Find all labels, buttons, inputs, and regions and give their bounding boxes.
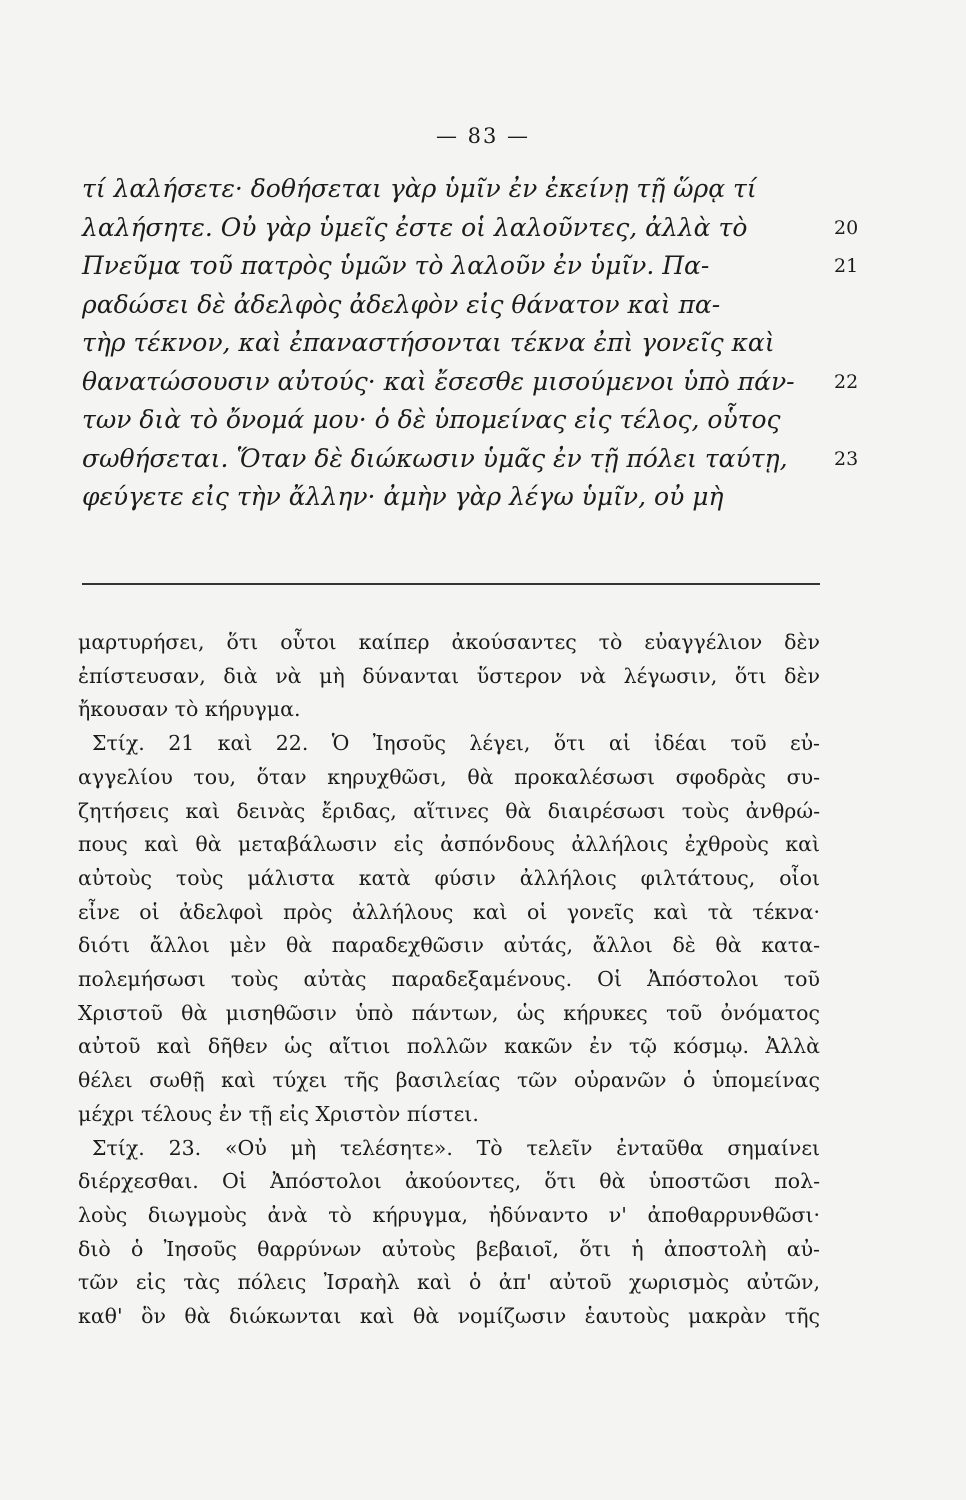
commentary-line: διὸ ὁ Ἰησοῦς θαρρύνων αὐτοὺς βεβαιοῖ, ὅτι ἡ ἀποστολὴ αὐ- — [78, 1236, 820, 1261]
scripture-line-text: τὴρ τέκνον, καὶ ἐπαναστήσονται τέκνα ἐπὶ γονεῖς καὶ — [82, 328, 775, 357]
verse-number: 21 — [834, 255, 859, 277]
commentary-line: ἤκουσαν τὸ κήρυγμα. — [78, 697, 301, 722]
scripture-line — [82, 324, 822, 362]
scripture-line — [82, 209, 859, 247]
commentary-line: τῶν εἰς τὰς πόλεις Ἰσραὴλ καὶ ὁ ἀπ' αὐτοῦ χωρισμὸς αὐτῶν, — [78, 1270, 820, 1295]
commentary-line: μαρτυρήσει, ὅτι οὗτοι καίπερ ἀκούσαντες τὸ εὐαγγέλιον δὲν — [78, 630, 820, 654]
commentary-line: αὐτοὺς τοὺς μάλιστα κατὰ φύσιν ἀλλήλοις φιλτάτους, οἷοι — [78, 865, 820, 890]
scripture-line-text: θανατώσουσιν αὐτούς· καὶ ἔσεσθε μισούμενοι ὑπὸ πάν- — [82, 366, 795, 396]
commentary-line: πολεμήσωσι τοὺς αὐτὰς παραδεξαμένους. Οἱ Ἀπόστολοι τοῦ — [78, 967, 820, 991]
verse-number: 23 — [834, 447, 859, 470]
commentary-line: διότι ἄλλοι μὲν θὰ παραδεχθῶσιν αὐτάς, ἄλλοι δὲ θὰ κατα- — [78, 933, 820, 958]
commentary-line: μέχρι τέλους ἐν τῇ εἰς Χριστὸν πίστει. — [78, 1101, 479, 1126]
commentary-line: πους καὶ θὰ μεταβάλωσιν εἰς ἀσπόνδους ἀλλήλοις ἐχθροὺς καὶ — [78, 832, 820, 857]
scripture-line-text: σωθήσεται. Ὅταν δὲ διώκωσιν ὑμᾶς ἐν τῇ πόλει ταύτῃ, — [82, 443, 788, 473]
commentary-line: αὐτοῦ καὶ δῆθεν ὡς αἴτιοι πολλῶν κακῶν ἐν τῷ κόσμῳ. Ἀλλὰ — [78, 1034, 820, 1059]
commentary-line: Στίχ. 23. «Οὐ μὴ τελέσητε». Τὸ τελεῖν ἐνταῦθα σημαίνει — [92, 1135, 820, 1160]
scripture-line-text: φεύγετε εἰς τὴν ἄλλην· ἀμὴν γὰρ λέγω ὑμῖν, οὐ μὴ — [82, 482, 724, 511]
scripture-line-text: ραδώσει δὲ ἀδελφὸς ἀδελφὸν εἰς θάνατον καὶ πα- — [82, 289, 721, 319]
commentary-line: Στίχ. 21 καὶ 22. Ὁ Ἰησοῦς λέγει, ὅτι αἱ ἰδέαι τοῦ εὐ- — [92, 731, 820, 756]
commentary-line: ζητήσεις καὶ δεινὰς ἔριδας, αἵτινες θὰ διαιρέσωσι τοὺς ἀνθρώ- — [78, 798, 820, 823]
scripture-line — [82, 478, 822, 516]
commentary-line: αγγελίου του, ὅταν κηρυχθῶσι, θὰ προκαλέσωσι σφοδρὰς συ- — [78, 764, 820, 789]
section-divider — [82, 583, 820, 585]
commentary-line: λοὺς διωγμοὺς ἀνὰ τὸ κήρυγμα, ἠδύναντο ν' ἀποθαρρυνθῶσι· — [78, 1202, 820, 1227]
scripture-line-text: Πνεῦμα τοῦ πατρὸς ὑμῶν τὸ λαλοῦν ἐν ὑμῖν. Πα- — [82, 251, 710, 280]
commentary-line: ἐπίστευσαν, διὰ νὰ μὴ δύνανται ὕστερον νὰ λέγωσιν, ὅτι δὲν — [78, 663, 820, 688]
verse-number: 20 — [834, 216, 859, 239]
commentary-line: καθ' ὃν θὰ διώκωνται καὶ θὰ νομίζωσιν ἑαυτοὺς μακρὰν τῆς — [78, 1304, 820, 1328]
commentary-line: εἶνε οἱ ἀδελφοὶ πρὸς ἀλλήλους καὶ οἱ γονεῖς καὶ τὰ τέκνα· — [78, 899, 820, 924]
page-number: — 83 — — [435, 124, 531, 148]
scripture-line — [82, 363, 859, 401]
scripture-line — [82, 247, 859, 285]
scripture-line — [82, 286, 822, 324]
scripture-line-text: λαλήσητε. Οὐ γὰρ ὑμεῖς ἐστε οἱ λαλοῦντες, ἀλλὰ τὸ — [82, 212, 748, 242]
verse-number: 22 — [834, 370, 859, 393]
scripture-line-text: τί λαλήσετε· δοθήσεται γὰρ ὑμῖν ἐν ἐκείνῃ τῇ ὥρᾳ τί — [82, 174, 757, 203]
scripture-line-text: των διὰ τὸ ὄνομά μου· ὁ δὲ ὑπομείνας εἰς τέλος, οὗτος — [82, 405, 781, 434]
commentary-line: διέρχεσθαι. Οἱ Ἀπόστολοι ἀκούοντες, ὅτι θὰ ὑποστῶσι πολ- — [78, 1169, 820, 1194]
scripture-line — [82, 401, 822, 439]
scripture-line — [82, 170, 822, 208]
commentary-line: θέλει σωθῇ καὶ τύχει τῆς βασιλείας τῶν οὐρανῶν ὁ ὑπομείνας — [78, 1068, 820, 1093]
scripture-line — [82, 440, 859, 478]
commentary-line: Χριστοῦ θὰ μισηθῶσιν ὑπὸ πάντων, ὡς κήρυκες τοῦ ὀνόματος — [78, 1000, 820, 1025]
